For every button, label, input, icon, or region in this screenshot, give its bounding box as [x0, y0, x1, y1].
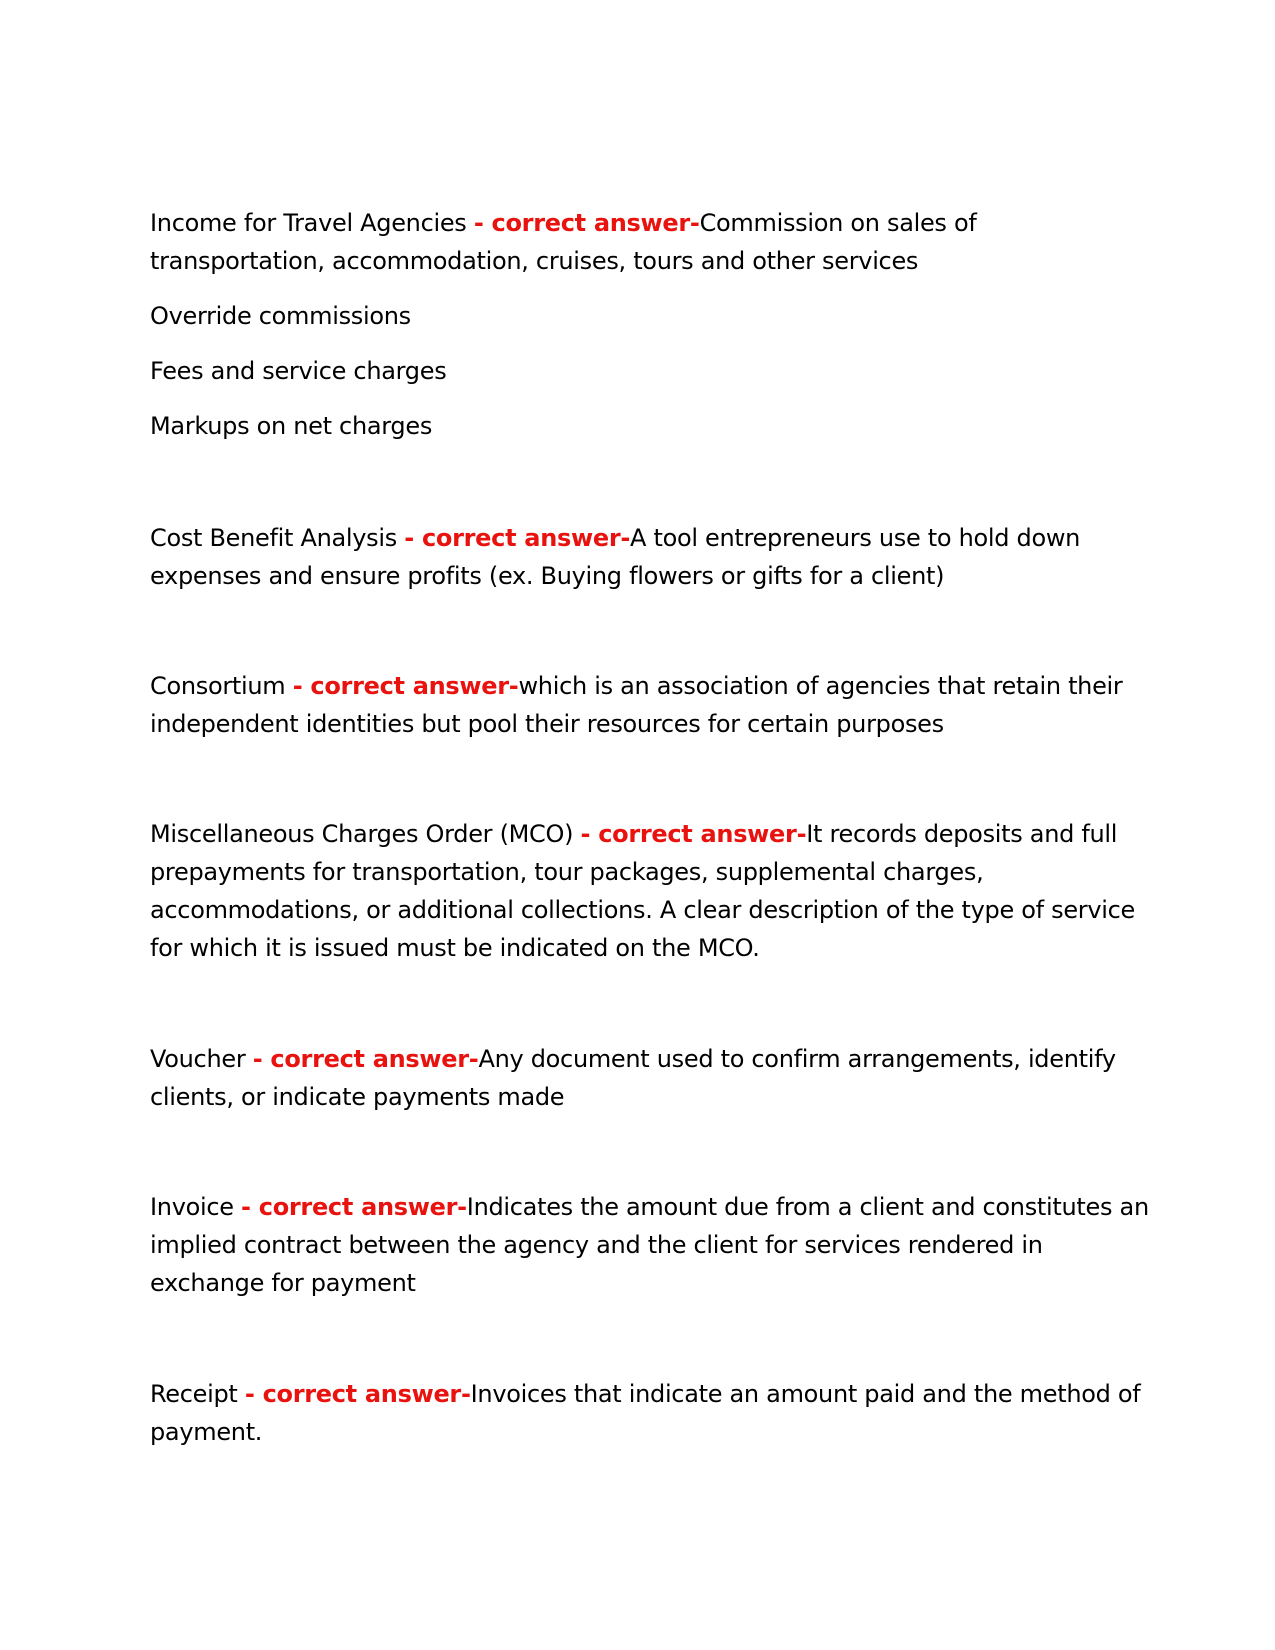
correct-answer-marker: - correct answer-: [580, 820, 807, 848]
entry-term: Consortium: [150, 672, 293, 700]
entry-term: Receipt: [150, 1380, 245, 1408]
entry-text: [150, 667, 1150, 743]
entry-text: [150, 1375, 1150, 1451]
correct-answer-marker: - correct answer-: [252, 1045, 479, 1073]
correct-answer-marker: - correct answer-: [473, 209, 700, 237]
entry-definition: Any document used to confirm arrangements, identify clients, or indicate payments made: [150, 1045, 1116, 1111]
entry-text: [150, 519, 1150, 595]
entry-text: [150, 1188, 1150, 1302]
flashcard-entry: [150, 667, 1150, 743]
entry-definition: which is an association of agencies that retain their independent identities but pool their resources for certain purposes: [150, 672, 1123, 738]
flashcard-entry: [150, 1188, 1150, 1302]
flashcard-entry: [150, 519, 1150, 595]
entry-definition: Invoices that indicate an amount paid and the method of payment.: [150, 1380, 1141, 1446]
entry-definition: A tool entrepreneurs use to hold down expenses and ensure profits (ex. Buying flowers or gifts for a client): [150, 524, 1081, 590]
entry-text: [150, 815, 1150, 967]
entry-definition: It records deposits and full prepayments for transportation, tour packages, supplemental charges, accommodations, or additional collections. A clear description of the type of service for which it is issued must be indicated on the MCO.: [150, 820, 1136, 962]
entry-term: Invoice: [150, 1193, 242, 1221]
entry-term: Voucher: [150, 1045, 253, 1073]
entry-definition: Indicates the amount due from a client and constitutes an implied contract between the agency and the client for services rendered in exchange for payment: [150, 1193, 1149, 1297]
correct-answer-marker: - correct answer-: [292, 672, 519, 700]
flashcard-entry: [150, 1040, 1150, 1116]
correct-answer-marker: - correct answer-: [404, 524, 631, 552]
entry-text: [150, 204, 1150, 280]
flashcard-entry: [150, 815, 1150, 967]
entry-term: Income for Travel Agencies: [150, 209, 474, 237]
correct-answer-marker: - correct answer-: [244, 1380, 471, 1408]
entry-term: Cost Benefit Analysis: [150, 524, 405, 552]
entry-term: Miscellaneous Charges Order (MCO): [150, 820, 581, 848]
correct-answer-marker: - correct answer-: [241, 1193, 467, 1221]
flashcard-entry: [150, 1375, 1150, 1451]
entry-extra-line: Fees and service charges: [150, 357, 447, 385]
flashcard-entry: [150, 204, 1150, 445]
entry-extra-line: Override commissions: [150, 302, 411, 330]
entry-text: [150, 1040, 1150, 1116]
entry-definition: Commission on sales of transportation, accommodation, cruises, tours and other services: [150, 209, 977, 275]
entry-extra-line: Markups on net charges: [150, 412, 433, 440]
